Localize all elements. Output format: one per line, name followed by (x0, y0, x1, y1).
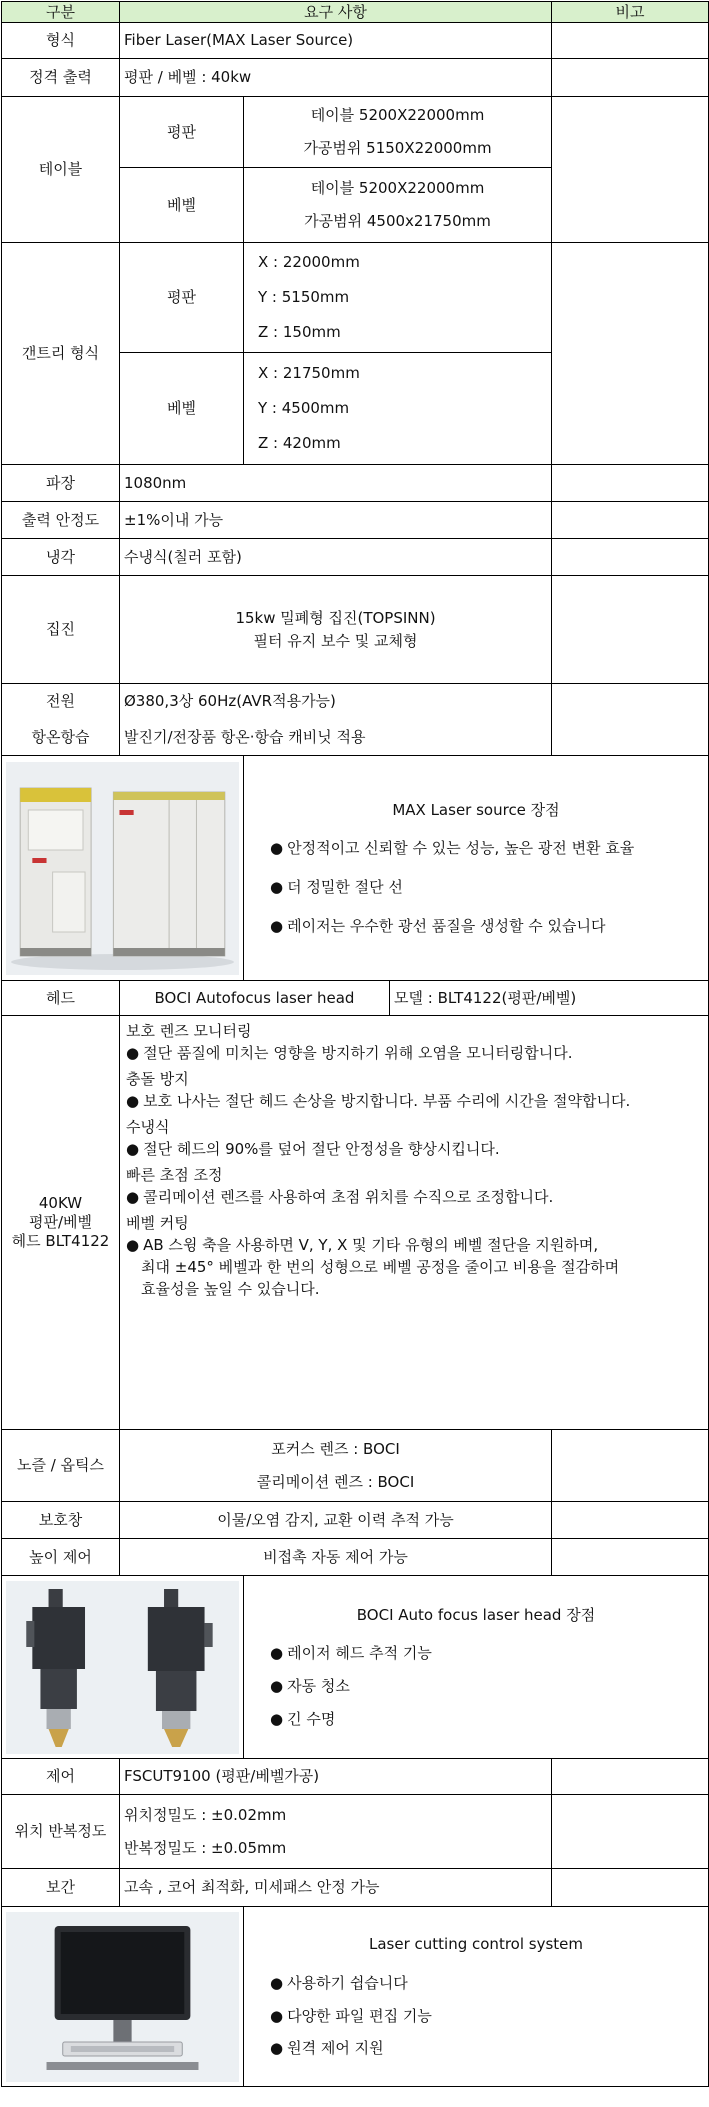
nozzle-focus-lens: 포커스 렌즈 : BOCI (271, 1439, 400, 1458)
head-topic: 보호 렌즈 모니터링 (126, 1022, 252, 1040)
label-head-detail: 40KW 평판/베벨 헤드 BLT4122 (2, 1016, 120, 1430)
note-control (552, 1759, 709, 1795)
value-repeat (120, 1795, 552, 1869)
value-table-bevel (244, 168, 552, 243)
note-height (552, 1539, 709, 1576)
bullet-icon: ● (270, 878, 284, 896)
bullet-icon: ● (270, 1677, 284, 1695)
row-control (2, 1759, 709, 1795)
label-form: 형식 (2, 23, 120, 59)
label-power: 정격 출력 (2, 59, 120, 97)
label-table-bevel: 베벨 (120, 168, 244, 243)
head-features-cell (244, 1576, 709, 1759)
value-nozzle (120, 1430, 552, 1502)
bullet-icon: ● (270, 839, 284, 858)
bullet-icon: ● (270, 1709, 284, 1728)
laser-source-illustration (6, 762, 239, 975)
value-dust (120, 576, 552, 684)
value-climate: 발진기/전장품 항온·항습 캐비닛 적용 (120, 720, 552, 756)
head-topic: 수냉식 (126, 1118, 170, 1136)
value-gantry-flat (244, 243, 552, 353)
row-form (2, 23, 709, 59)
control-system-illustration (6, 1912, 239, 2082)
label-dust: 집진 (2, 576, 120, 684)
note-stability (552, 502, 709, 539)
note-wavelength (552, 465, 709, 502)
row-power (2, 59, 709, 97)
value-gantry-bevel (244, 353, 552, 465)
label-cooling: 냉각 (2, 539, 120, 576)
table-flat-size: 테이블 5200X22000mm (310, 106, 485, 125)
note-gantry (552, 243, 709, 465)
row-dust (2, 576, 709, 684)
source-features-cell (244, 756, 709, 981)
bullet-icon: ● (126, 1092, 140, 1110)
label-gantry-bevel: 베벨 (120, 353, 244, 465)
row-repeat (2, 1795, 709, 1869)
row-cooling (2, 539, 709, 576)
header-note: 비고 (552, 2, 709, 23)
label-repeat: 위치 반복정도 (2, 1795, 120, 1869)
label-nozzle: 노즐 / 옵틱스 (2, 1430, 120, 1502)
position-accuracy: 위치정밀도 : ±0.02mm (124, 1805, 287, 1824)
value-head-model: 모델 : BLT4122(평판/베벨) (390, 981, 709, 1016)
value-head: BOCI Autofocus laser head (120, 981, 390, 1016)
note-repeat (552, 1795, 709, 1869)
bullet-icon: ● (270, 1644, 284, 1663)
row-power-supply (2, 684, 709, 720)
note-table (552, 97, 709, 243)
label-height: 높이 제어 (2, 1539, 120, 1576)
row-head-features (2, 1576, 709, 1759)
gantry-flat-y: Y : 5150mm (258, 288, 350, 307)
label-table: 테이블 (2, 97, 120, 243)
value-stability: ±1%이내 가능 (120, 502, 552, 539)
row-source-features (2, 756, 709, 981)
note-cooling (552, 539, 709, 576)
note-interp (552, 1869, 709, 1907)
value-wavelength: 1080nm (120, 465, 552, 502)
control-system-image (6, 1912, 239, 2082)
value-interp: 고속 , 코어 최적화, 미세패스 안정 가능 (120, 1869, 552, 1907)
gantry-bevel-z: Z : 420mm (258, 433, 341, 452)
row-wavelength (2, 465, 709, 502)
head-desc: ● AB 스윙 축을 사용하면 V, Y, X 및 기타 유형의 베벨 절단을 지원하며, (126, 1236, 599, 1254)
source-photo-cell (2, 756, 244, 981)
head-desc-cont: 최대 ±45° 베벨과 한 번의 성형으로 베벨 공정을 줄이고 비용을 절감하며 (141, 1258, 620, 1276)
header-category: 구분 (2, 2, 120, 23)
value-table-flat (244, 97, 552, 168)
control-photo-cell (2, 1907, 244, 2087)
laser-head-illustration (6, 1581, 239, 1754)
bullet-icon: ● (126, 1188, 140, 1206)
row-gantry-flat (2, 243, 709, 353)
header-requirement: 요구 사항 (120, 2, 552, 23)
label-window: 보호창 (2, 1502, 120, 1539)
label-climate: 항온항습 (2, 720, 120, 756)
bullet-icon: ● (270, 916, 284, 935)
bullet-icon: ● (126, 1044, 140, 1062)
row-control-features (2, 1907, 709, 2087)
control-features-cell (244, 1907, 709, 2087)
value-form: Fiber Laser(MAX Laser Source) (120, 23, 552, 59)
label-gantry: 갠트리 형식 (2, 243, 120, 465)
dust-line-1: 15kw 밀폐형 집진(TOPSINN) (235, 608, 436, 627)
gantry-bevel-y: Y : 4500mm (258, 399, 350, 418)
head-feature-item: ● 자동 청소 (270, 1677, 350, 1695)
bullet-icon: ● (126, 1140, 140, 1158)
label-power-supply: 전원 (2, 684, 120, 720)
row-head (2, 981, 709, 1016)
head-feature-item: ● 긴 수명 (270, 1709, 336, 1728)
note-nozzle (552, 1430, 709, 1502)
value-control: FSCUT9100 (평판/베벨가공) (120, 1759, 552, 1795)
table-bevel-size: 테이블 5200X22000mm (310, 179, 485, 198)
source-features-title: MAX Laser source 장점 (392, 800, 560, 819)
head-desc: ● 절단 품질에 미치는 영향을 방지하기 위해 오염을 모니터링합니다. (126, 1044, 573, 1062)
label-wavelength: 파장 (2, 465, 120, 502)
row-table-flat (2, 97, 709, 168)
gantry-flat-z: Z : 150mm (258, 322, 341, 341)
nozzle-collimation-lens: 콜리메이션 렌즈 : BOCI (256, 1472, 415, 1491)
row-window (2, 1502, 709, 1539)
source-features-list (248, 839, 704, 935)
control-feature-item: ● 사용하기 쉽습니다 (270, 1973, 408, 1992)
label-stability: 출력 안정도 (2, 502, 120, 539)
source-feature-item: ● 레이저는 우수한 광선 품질을 생성할 수 있습니다 (270, 916, 606, 935)
laser-source-image (6, 762, 239, 975)
label-gantry-flat: 평판 (120, 243, 244, 353)
bullet-icon: ● (126, 1236, 140, 1254)
head-desc-cont: 효율성을 높일 수 있습니다. (141, 1280, 320, 1298)
bullet-icon: ● (270, 2006, 284, 2025)
dust-line-2: 필터 유지 보수 및 교체형 (253, 631, 418, 650)
value-power-supply: Ø380,3상 60Hz(AVR적용가능) (120, 684, 552, 720)
control-features-list (248, 1974, 704, 2058)
table-flat-range: 가공범위 5150X22000mm (303, 139, 492, 157)
repeat-accuracy: 반복정밀도 : ±0.05mm (124, 1838, 287, 1857)
header-row (2, 2, 709, 23)
gantry-bevel-x: X : 21750mm (258, 364, 360, 383)
spec-table (1, 1, 709, 2087)
head-photo-cell (2, 1576, 244, 1759)
row-nozzle (2, 1430, 709, 1502)
head-topic: 베벨 커팅 (126, 1214, 189, 1232)
note-power (552, 59, 709, 97)
value-window: 이물/오염 감지, 교환 이력 추적 가능 (120, 1502, 552, 1539)
note-power-supply (552, 684, 709, 756)
value-power: 평판 / 베벨 : 40kw (120, 59, 552, 97)
value-height: 비접촉 자동 제어 가능 (120, 1539, 552, 1576)
control-feature-item: ● 원격 제어 지원 (270, 2039, 384, 2058)
head-topic: 충돌 방지 (126, 1070, 189, 1088)
control-feature-item: ● 다양한 파일 편집 기능 (270, 2006, 432, 2025)
row-interp (2, 1869, 709, 1907)
row-stability (2, 502, 709, 539)
control-features-title: Laser cutting control system (369, 1935, 583, 1953)
laser-head-image (6, 1581, 239, 1754)
label-control: 제어 (2, 1759, 120, 1795)
label-interp: 보간 (2, 1869, 120, 1907)
head-desc: ● 보호 나사는 절단 헤드 손상을 방지합니다. 부품 수리에 시간을 절약합니다. (126, 1092, 631, 1110)
note-form (552, 23, 709, 59)
head-features-list (248, 1644, 704, 1728)
label-table-flat: 평판 (120, 97, 244, 168)
gantry-flat-x: X : 22000mm (258, 253, 360, 272)
source-feature-item: ● 안정적이고 신뢰할 수 있는 성능, 높은 광전 변환 효율 (270, 839, 635, 858)
row-height (2, 1539, 709, 1576)
label-head: 헤드 (2, 981, 120, 1016)
head-desc: ● 절단 헤드의 90%를 덮어 절단 안정성을 향상시킵니다. (126, 1140, 500, 1158)
note-window (552, 1502, 709, 1539)
value-cooling: 수냉식(칠러 포함) (120, 539, 552, 576)
head-topic: 빠른 초점 조정 (126, 1166, 223, 1184)
head-features-title: BOCI Auto focus laser head 장점 (356, 1605, 596, 1624)
bullet-icon: ● (270, 1973, 284, 1992)
note-dust (552, 576, 709, 684)
source-feature-item: ● 더 정밀한 절단 선 (270, 878, 403, 896)
table-bevel-range: 가공범위 4500x21750mm (304, 212, 491, 230)
head-detail-notes (120, 1016, 709, 1430)
row-head-detail (2, 1016, 709, 1430)
bullet-icon: ● (270, 2039, 284, 2058)
head-desc: ● 콜리메이션 렌즈를 사용하여 초점 위치를 수직으로 조정합니다. (126, 1188, 554, 1206)
head-feature-item: ● 레이저 헤드 추적 기능 (270, 1644, 432, 1663)
